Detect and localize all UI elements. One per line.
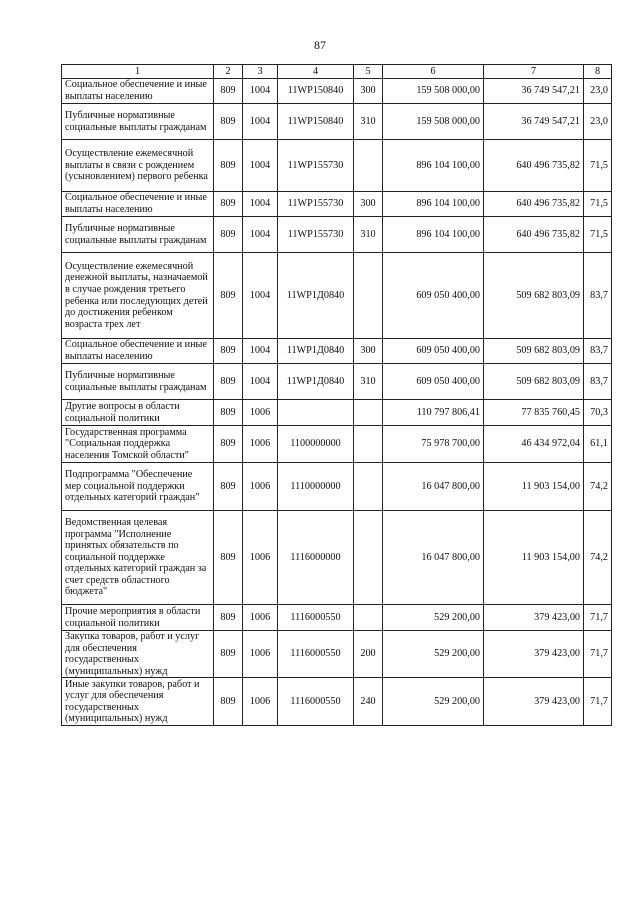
ministry-code-cell: 809 [214,511,243,605]
percent-cell: 71,5 [584,217,612,253]
table-row [62,217,612,253]
target-article-cell: 11WP1Д0840 [278,339,354,364]
planned-amount-cell: 159 508 000,00 [383,104,484,140]
table-row [62,140,612,192]
column-header: 1 [62,65,214,79]
table-row [62,631,612,678]
planned-amount-cell: 16 047 800,00 [383,511,484,605]
section-code-cell: 1004 [243,79,278,104]
actual-amount-cell: 36 749 547,21 [484,79,584,104]
ministry-code-cell: 809 [214,605,243,631]
table-row [62,678,612,726]
table-row [62,400,612,426]
section-code-cell: 1006 [243,511,278,605]
row-name-cell: Другие вопросы в области социальной политики [62,400,214,426]
table-row [62,364,612,400]
row-name-cell: Государственная программа "Социальная поддержка населения Томской области" [62,426,214,463]
row-name-cell: Осуществление ежемесячной выплаты в связи с рождением (усыновлением) первого ребенка [62,140,214,192]
ministry-code-cell: 809 [214,426,243,463]
ministry-code-cell: 809 [214,217,243,253]
percent-cell: 83,7 [584,339,612,364]
section-code-cell: 1006 [243,426,278,463]
actual-amount-cell: 640 496 735,82 [484,192,584,217]
ministry-code-cell: 809 [214,400,243,426]
percent-cell: 71,5 [584,192,612,217]
target-article-cell: 1110000000 [278,463,354,511]
percent-cell: 74,2 [584,511,612,605]
expense-type-cell: 300 [354,79,383,104]
ministry-code-cell: 809 [214,253,243,339]
target-article-cell [278,400,354,426]
planned-amount-cell: 896 104 100,00 [383,217,484,253]
actual-amount-cell: 509 682 803,09 [484,253,584,339]
target-article-cell: 11WP155730 [278,217,354,253]
table-row [62,463,612,511]
actual-amount-cell: 640 496 735,82 [484,140,584,192]
expense-type-cell [354,511,383,605]
table-row [62,253,612,339]
target-article-cell: 11WP150840 [278,104,354,140]
percent-cell: 71,7 [584,605,612,631]
target-article-cell: 11WP155730 [278,140,354,192]
planned-amount-cell: 529 200,00 [383,605,484,631]
expense-type-cell [354,400,383,426]
actual-amount-cell: 36 749 547,21 [484,104,584,140]
ministry-code-cell: 809 [214,140,243,192]
expense-type-cell: 310 [354,364,383,400]
table-header-row [62,65,612,79]
expense-type-cell: 310 [354,217,383,253]
row-name-cell: Иные закупки товаров, работ и услуг для обеспечения государственных (муниципальных) нужд [62,678,214,726]
expense-type-cell: 200 [354,631,383,678]
table-row [62,605,612,631]
section-code-cell: 1004 [243,217,278,253]
column-header: 5 [354,65,383,79]
planned-amount-cell: 110 797 806,41 [383,400,484,426]
row-name-cell: Закупка товаров, работ и услуг для обеспечения государственных (муниципальных) нужд [62,631,214,678]
target-article-cell: 1100000000 [278,426,354,463]
table-row [62,511,612,605]
planned-amount-cell: 609 050 400,00 [383,339,484,364]
section-code-cell: 1006 [243,463,278,511]
target-article-cell: 1116000550 [278,678,354,726]
ministry-code-cell: 809 [214,631,243,678]
row-name-cell: Социальное обеспечение и иные выплаты населению [62,339,214,364]
row-name-cell: Осуществление ежемесячной денежной выплаты, назначаемой в случае рождения третьего ребенка или последующих детей до достижения ребенком возраста трех лет [62,253,214,339]
actual-amount-cell: 379 423,00 [484,631,584,678]
section-code-cell: 1006 [243,678,278,726]
section-code-cell: 1004 [243,192,278,217]
target-article-cell: 1116000550 [278,631,354,678]
column-header: 7 [484,65,584,79]
ministry-code-cell: 809 [214,192,243,217]
section-code-cell: 1004 [243,364,278,400]
planned-amount-cell: 896 104 100,00 [383,192,484,217]
target-article-cell: 1116000000 [278,511,354,605]
percent-cell: 23,0 [584,79,612,104]
actual-amount-cell: 379 423,00 [484,678,584,726]
percent-cell: 83,7 [584,364,612,400]
target-article-cell: 11WP1Д0840 [278,364,354,400]
expense-type-cell: 300 [354,339,383,364]
planned-amount-cell: 529 200,00 [383,678,484,726]
table-row [62,426,612,463]
section-code-cell: 1004 [243,339,278,364]
column-header: 6 [383,65,484,79]
actual-amount-cell: 640 496 735,82 [484,217,584,253]
section-code-cell: 1004 [243,140,278,192]
planned-amount-cell: 609 050 400,00 [383,253,484,339]
percent-cell: 23,0 [584,104,612,140]
actual-amount-cell: 77 835 760,45 [484,400,584,426]
section-code-cell: 1006 [243,605,278,631]
percent-cell: 70,3 [584,400,612,426]
percent-cell: 71,7 [584,678,612,726]
ministry-code-cell: 809 [214,79,243,104]
row-name-cell: Социальное обеспечение и иные выплаты населению [62,79,214,104]
target-article-cell: 11WP150840 [278,79,354,104]
row-name-cell: Публичные нормативные социальные выплаты гражданам [62,104,214,140]
percent-cell: 74,2 [584,463,612,511]
percent-cell: 83,7 [584,253,612,339]
expense-type-cell [354,253,383,339]
table-row [62,104,612,140]
ministry-code-cell: 809 [214,463,243,511]
column-header: 3 [243,65,278,79]
table-row [62,192,612,217]
percent-cell: 61,1 [584,426,612,463]
actual-amount-cell: 46 434 972,04 [484,426,584,463]
actual-amount-cell: 379 423,00 [484,605,584,631]
planned-amount-cell: 16 047 800,00 [383,463,484,511]
page-number: 87 [314,38,326,52]
table-row [62,339,612,364]
expense-type-cell: 240 [354,678,383,726]
row-name-cell: Ведомственная целевая программа "Исполнение принятых обязательств по социальной поддержке отдельных категорий граждан за счет средств областного бюджета" [62,511,214,605]
percent-cell: 71,7 [584,631,612,678]
actual-amount-cell: 509 682 803,09 [484,339,584,364]
row-name-cell: Публичные нормативные социальные выплаты гражданам [62,217,214,253]
table-body [62,79,612,726]
expense-type-cell: 310 [354,104,383,140]
column-header: 4 [278,65,354,79]
planned-amount-cell: 529 200,00 [383,631,484,678]
ministry-code-cell: 809 [214,364,243,400]
section-code-cell: 1006 [243,400,278,426]
column-header: 2 [214,65,243,79]
section-code-cell: 1006 [243,631,278,678]
actual-amount-cell: 11 903 154,00 [484,511,584,605]
expense-type-cell [354,426,383,463]
table-row [62,79,612,104]
planned-amount-cell: 896 104 100,00 [383,140,484,192]
expense-type-cell [354,605,383,631]
row-name-cell: Подпрограмма "Обеспечение мер социальной поддержки отдельных категорий граждан" [62,463,214,511]
actual-amount-cell: 509 682 803,09 [484,364,584,400]
target-article-cell: 11WP1Д0840 [278,253,354,339]
actual-amount-cell: 11 903 154,00 [484,463,584,511]
planned-amount-cell: 159 508 000,00 [383,79,484,104]
expense-type-cell: 300 [354,192,383,217]
ministry-code-cell: 809 [214,678,243,726]
expense-type-cell [354,463,383,511]
row-name-cell: Прочие мероприятия в области социальной политики [62,605,214,631]
section-code-cell: 1004 [243,104,278,140]
section-code-cell: 1004 [243,253,278,339]
target-article-cell: 1116000550 [278,605,354,631]
planned-amount-cell: 75 978 700,00 [383,426,484,463]
target-article-cell: 11WP155730 [278,192,354,217]
expense-type-cell [354,140,383,192]
percent-cell: 71,5 [584,140,612,192]
budget-table [61,64,612,726]
column-header: 8 [584,65,612,79]
ministry-code-cell: 809 [214,104,243,140]
ministry-code-cell: 809 [214,339,243,364]
planned-amount-cell: 609 050 400,00 [383,364,484,400]
row-name-cell: Социальное обеспечение и иные выплаты населению [62,192,214,217]
row-name-cell: Публичные нормативные социальные выплаты гражданам [62,364,214,400]
